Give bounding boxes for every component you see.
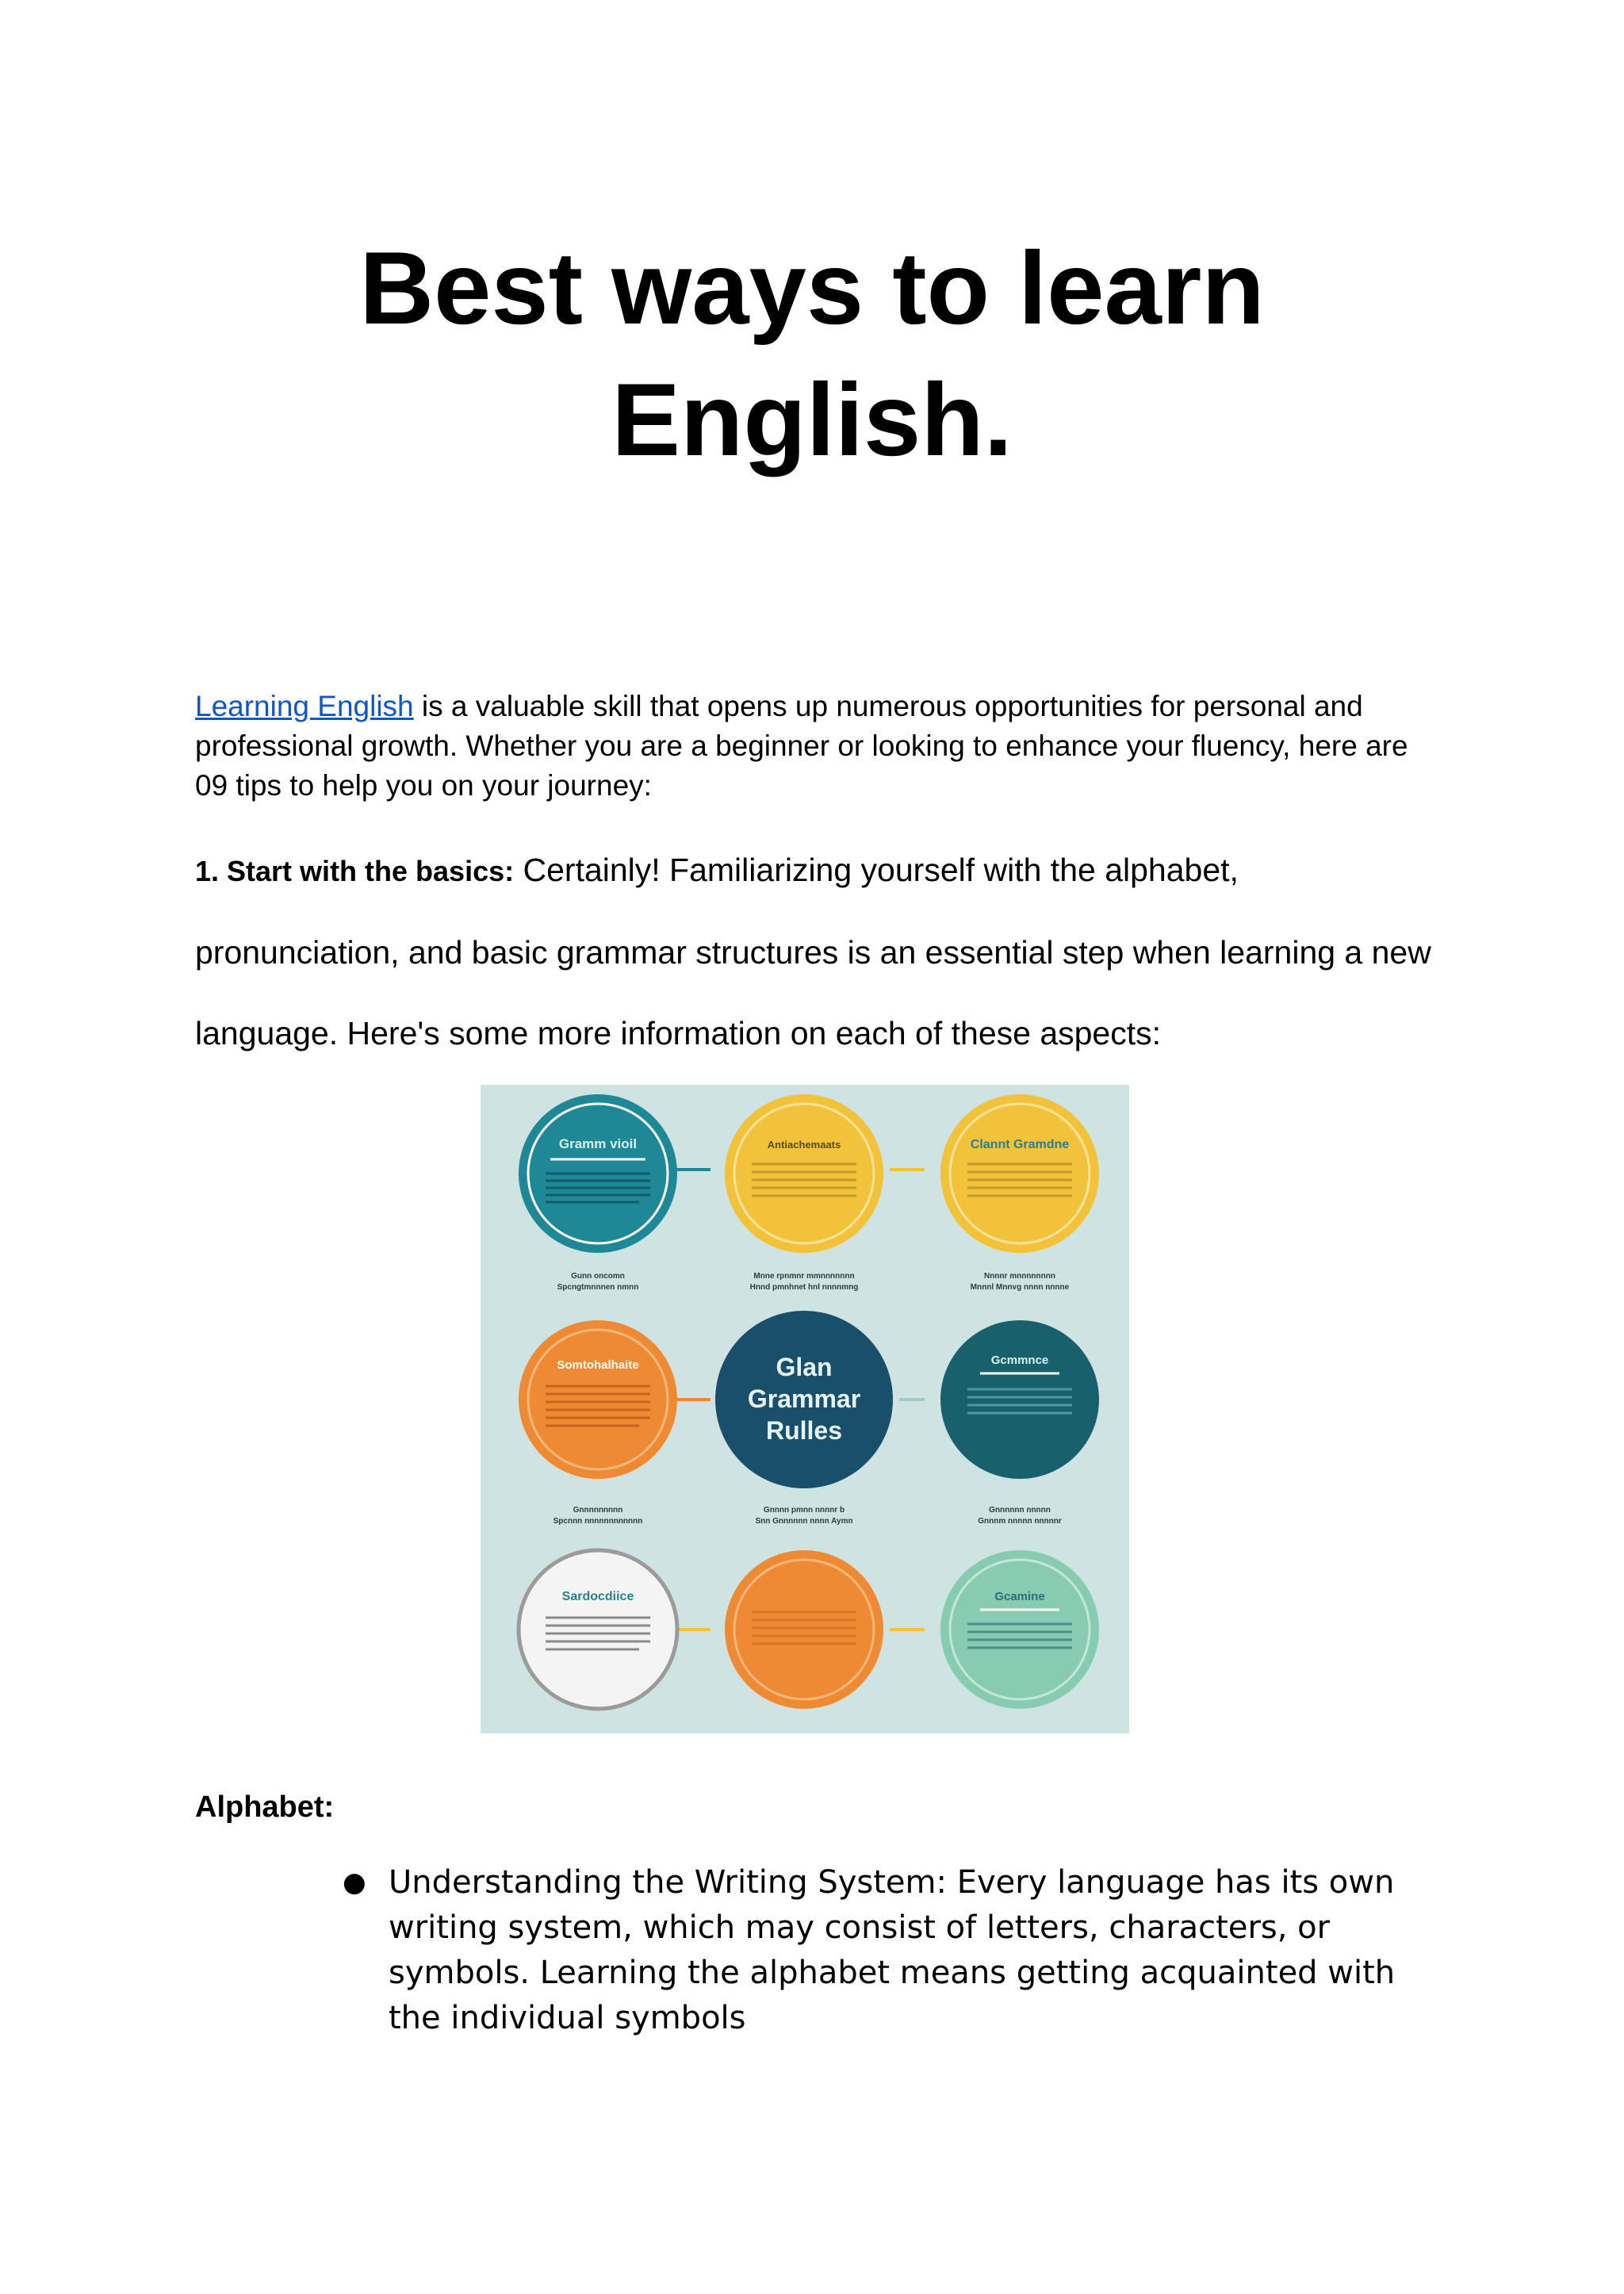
intro-text: is a valuable skill that opens up numerous opportunities for personal and professional growth. Whether you are a beginner or looking to enhance your fluency, here are 09 tips to help you on your journey: (195, 690, 1408, 802)
circle-shape (940, 1320, 1099, 1479)
grammar-infographic-graphic (481, 1085, 1129, 1733)
circle-shape (519, 1320, 677, 1479)
page-title-line-1: Best ways to learn (359, 230, 1265, 346)
infographic-circle-8 (940, 1550, 1099, 1709)
page-title-line-2: English. (611, 362, 1013, 477)
infographic-center-circle (715, 1311, 893, 1488)
center-label-line: Glan (776, 1353, 833, 1381)
caption-text: Spcngtmnnnen nmnn (557, 1283, 639, 1292)
infographic-circle-6 (519, 1550, 677, 1709)
caption-text: Gnnnm nnnnn nnnnnr (978, 1517, 1062, 1526)
bullet-text: Understanding the Writing System: Every language has its own writing system, which may consist of letters, characters, or symbols. Learning the alphabet means getting acquainted with the individual symbols (389, 1864, 1396, 2036)
learning-english-link[interactable]: Learning English (195, 690, 414, 722)
caption-text: Mnnnl Mnnvg nnnn nnnne (970, 1283, 1070, 1292)
infographic-circle-7 (725, 1550, 883, 1709)
grammar-infographic-image (481, 1085, 1129, 1733)
circle-shape (725, 1550, 883, 1709)
caption-text: Snn Gnnnnnn nnnn Aymn (755, 1517, 853, 1526)
circle-shape (940, 1550, 1099, 1709)
tip-1-lead: 1. Start with the basics: (195, 855, 515, 887)
alphabet-bullet-list (195, 1860, 1432, 2041)
infographic-circle-5 (940, 1320, 1099, 1479)
intro-paragraph (195, 687, 1416, 806)
circle-shape (725, 1094, 883, 1253)
circle-shape (940, 1094, 1099, 1253)
infographic-circle-3 (940, 1094, 1099, 1253)
circle-title: Gcamine (994, 1590, 1045, 1603)
infographic-circle-2 (725, 1094, 883, 1253)
circle-title: Antiachemaats (767, 1139, 841, 1151)
caption-text: Hnnd pmnhnet hnl nnnnmng (749, 1283, 859, 1292)
caption-text: Gnnnnnn nnnnn (989, 1506, 1051, 1515)
caption-text: Mnne rpnmnr mmnnnnnnn (753, 1272, 855, 1281)
center-label-line: Grammar (747, 1384, 861, 1413)
alphabet-heading: Alphabet: (195, 1790, 335, 1824)
circle-title: Clannt Gramdne (970, 1138, 1070, 1151)
list-item (195, 1860, 1432, 2041)
tip-1-text: Certainly! Familiarizing yourself with the alphabet, pronunciation, and basic grammar structures is an essential step when learning a new language. Here's some more information on each of these aspects: (195, 852, 1431, 1051)
infographic-circle-1 (519, 1094, 677, 1253)
bullet-icon: ● (343, 1867, 366, 1898)
circle-title: Somtohalhaite (557, 1358, 639, 1372)
caption-text: Spcnnn nnnnnnnnnnnn (553, 1517, 643, 1526)
circle-shape (519, 1550, 677, 1709)
caption-text: Nnnnr mnnnnnnnn (984, 1272, 1055, 1281)
infographic-circle-4 (519, 1320, 677, 1479)
circle-title: Gcmmnce (990, 1354, 1049, 1367)
caption-text: Gnnnn pmnn nnnnr b (763, 1506, 845, 1515)
caption-text: Gnnnnnnnnn (573, 1506, 623, 1515)
tip-1-paragraph (195, 829, 1432, 1074)
circle-title: Sardocdiice (561, 1590, 634, 1603)
page-title (0, 222, 1624, 485)
center-label-line: Rulles (765, 1416, 843, 1445)
circle-title: Gramm vioil (558, 1136, 638, 1151)
caption-text: Gunn oncomn (571, 1272, 625, 1281)
